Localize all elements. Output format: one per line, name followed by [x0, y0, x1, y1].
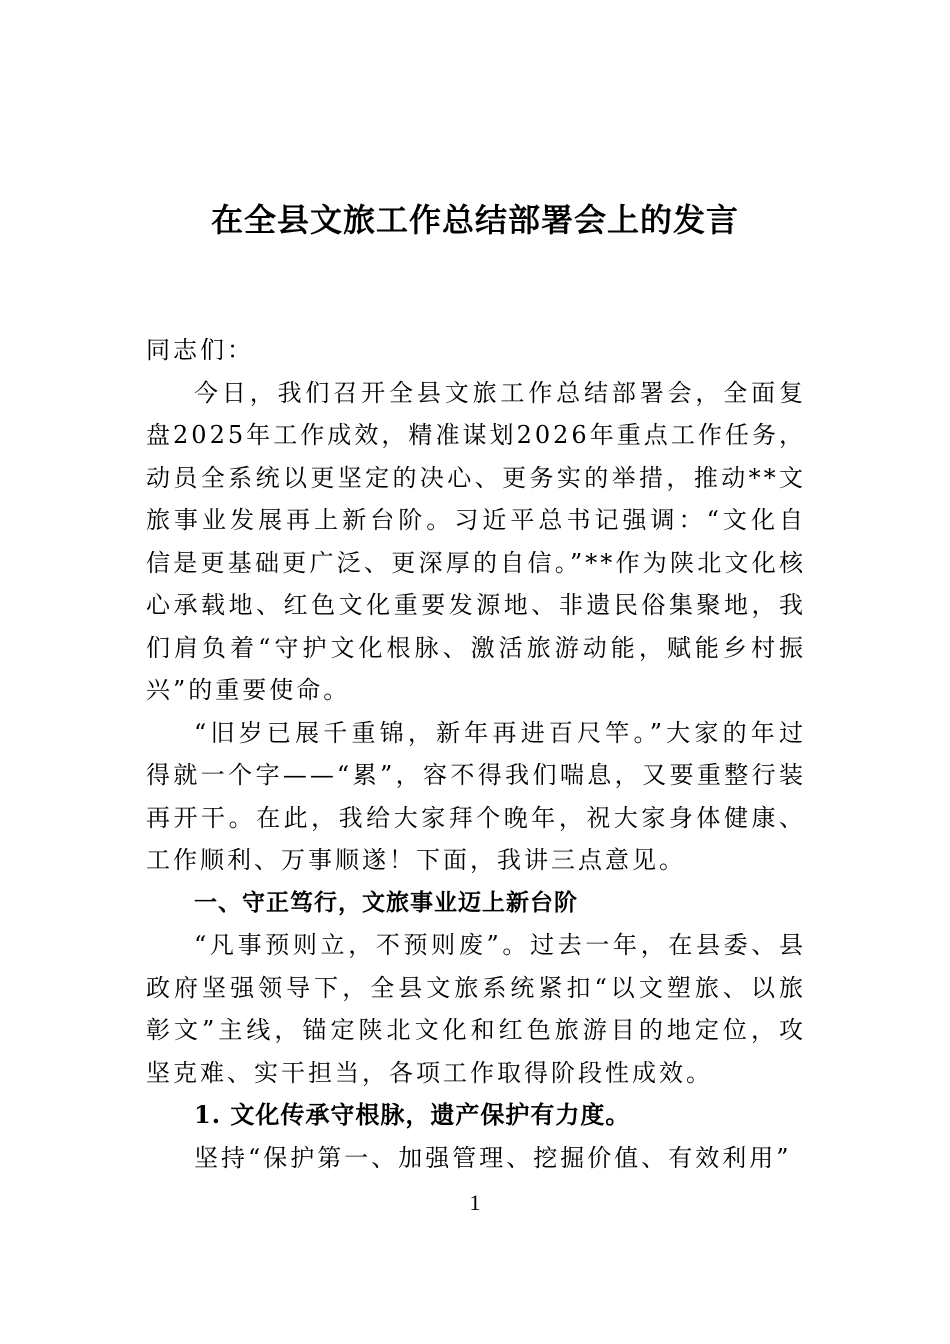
salutation: 同志们： — [146, 336, 254, 364]
subsection-paragraph: 坚持“保护第一、加强管理、挖掘价值、有效利用” — [194, 1143, 792, 1172]
paragraph-greeting: “旧岁已展千重锦，新年再进百尺竿。”大家的年过得就一个字——“累”，容不得我们喘息，又要重整行装再开干。在此，我给大家拜个晚年，祝大家身体健康、工作顺利、万事顺遂！下面，我讲三点意见。 — [146, 718, 806, 874]
document-body — [146, 329, 806, 1179]
subsection-heading: 1. 文化传承守根脉，遗产保护有力度。 — [194, 1100, 631, 1129]
document-title: 在全县文旅工作总结部署会上的发言 — [210, 201, 739, 239]
section-paragraph: “凡事预则立，不预则废”。过去一年，在县委、县政府坚强领导下，全县文旅系统紧扣“以文塑旅、以旅彰文”主线，锚定陕北文化和红色旅游目的地定位，攻坚克难、实干担当，各项工作取得阶段性成效。 — [146, 931, 806, 1087]
paragraph-opening: 今日，我们召开全县文旅工作总结部署会，全面复盘2025年工作成效，精准谋划2026年重点工作任务，动员全系统以更坚定的决心、更务实的举措，推动**文旅事业发展再上新台阶。习近平总书记强调：“文化自信是更基础更广泛、更深厚的自信。”**作为陕北文化核心承载地、红色文化重要发源地、非遗民俗集聚地，我们肩负着“守护文化根脉、激活旅游动能，赋能乡村振兴”的重要使命。 — [146, 378, 806, 704]
page-number: 1 — [469, 1190, 481, 1215]
section-heading: 一、守正笃行，文旅事业迈上新台阶 — [194, 889, 578, 916]
